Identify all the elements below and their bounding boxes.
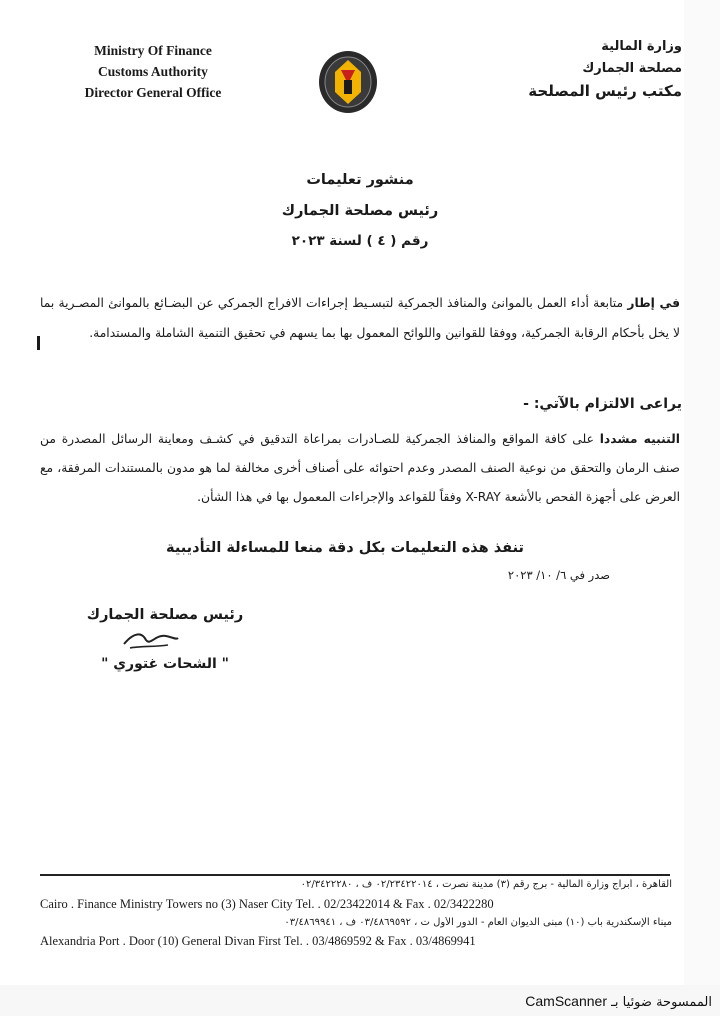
paragraph-lead: التنبيه مشددا [599,432,680,446]
footer-cairo-english: Cairo . Finance Ministry Towers no (3) Naser City Tel. . 02/23422014 & Fax . 02/3422280 [40,897,494,911]
customs-emblem-icon [317,50,379,114]
footer-alexandria-english: Alexandria Port . Door (10) General Divan First Tel. . 03/4869592 & Fax . 03/4869941 [40,934,476,948]
handwritten-signature [120,626,180,652]
closing-statement: تنفذ هذه التعليمات بكل دقة منعا للمساءلة التأديبية [166,540,524,556]
circular-number: رقم ( ٤ ) لسنة ٢٠٢٣ [291,233,429,249]
paragraph-lead: في إطار [627,296,680,310]
letterhead-ar-line: وزارة المالية [601,39,682,54]
instructions-heading: يراعى الالتزام بالآتي: - [523,396,682,412]
letterhead-en-line: Ministry Of Finance [94,43,212,58]
signatory-title: رئيس مصلحة الجمارك [86,607,244,623]
page-edge-shadow [684,0,720,1016]
scanner-brand: CamScanner [525,993,607,1009]
circular-title: منشور تعليمات [306,172,414,188]
scanner-prefix: الممسوحة ضوئيا بـ [611,995,712,1010]
body-paragraph-2 [40,425,680,512]
letterhead-en-line: Customs Authority [98,64,208,79]
letterhead-english [58,40,248,103]
footer-cairo-arabic: القاهرة ، أبراج وزارة المالية - برج رقم (٣) مدينة نصرت ، ٠٢/٢٣٤٢٢٠١٤ ف ، ٠٢/٣٤٢٢٢٨٠ [300,879,672,890]
paragraph-text: على كافة المواقع والمنافذ الجمركية للصـادرات بمراعاة التدقيق في كشـف ومعاينة الرسائل المصدرة من صنف الرمان والتحقق من نوعية الصنف المصدر وعدم احتوائه على أصناف أخرى مخالفة لما هو مدون بالمستندات المرفقة، مع العرض على أجهزة الفحص بالأشعة X-RAY وفقاً للقواعد والإجراءات المعمول بها في هذا الشأن. [40,432,680,504]
paragraph-text: متابعة أداء العمل بالموانئ والمنافذ الجمركية لتبسـيط إجراءات الافراج الجمركي عن البضـائع بالموانئ المصـرية بما لا يخل بأحكام الرقابة الجمركية، ووفقا للقوانين واللوائح المعمول بها بما يسهم في تحقيق التنمية الشاملة والمستدامة. [40,296,680,340]
circular-issuer: رئيس مصلحة الجمارك [281,203,439,219]
letterhead-arabic [482,36,682,102]
letterhead-ar-line: مصلحة الجمارك [582,61,682,76]
letterhead-ar-line: مكتب رئيس المصلحة [528,82,682,100]
issue-date: صدر في ٦/ ١٠/ ٢٠٢٣ [507,568,610,582]
footer-divider [40,874,670,876]
signatory-name: " الشحات غتوري " [101,656,229,672]
letterhead-en-line: Director General Office [84,85,222,100]
scanner-watermark [525,993,712,1010]
body-paragraph-1 [40,288,680,348]
footer-alexandria-arabic: ميناء الإسكندرية باب (١٠) مبنى الديوان العام - الدور الأول ت ، ٠٣/٤٨٦٩٥٩٢ ف ، ٠٣/٤٨٦٩٩٤١ [284,917,672,928]
